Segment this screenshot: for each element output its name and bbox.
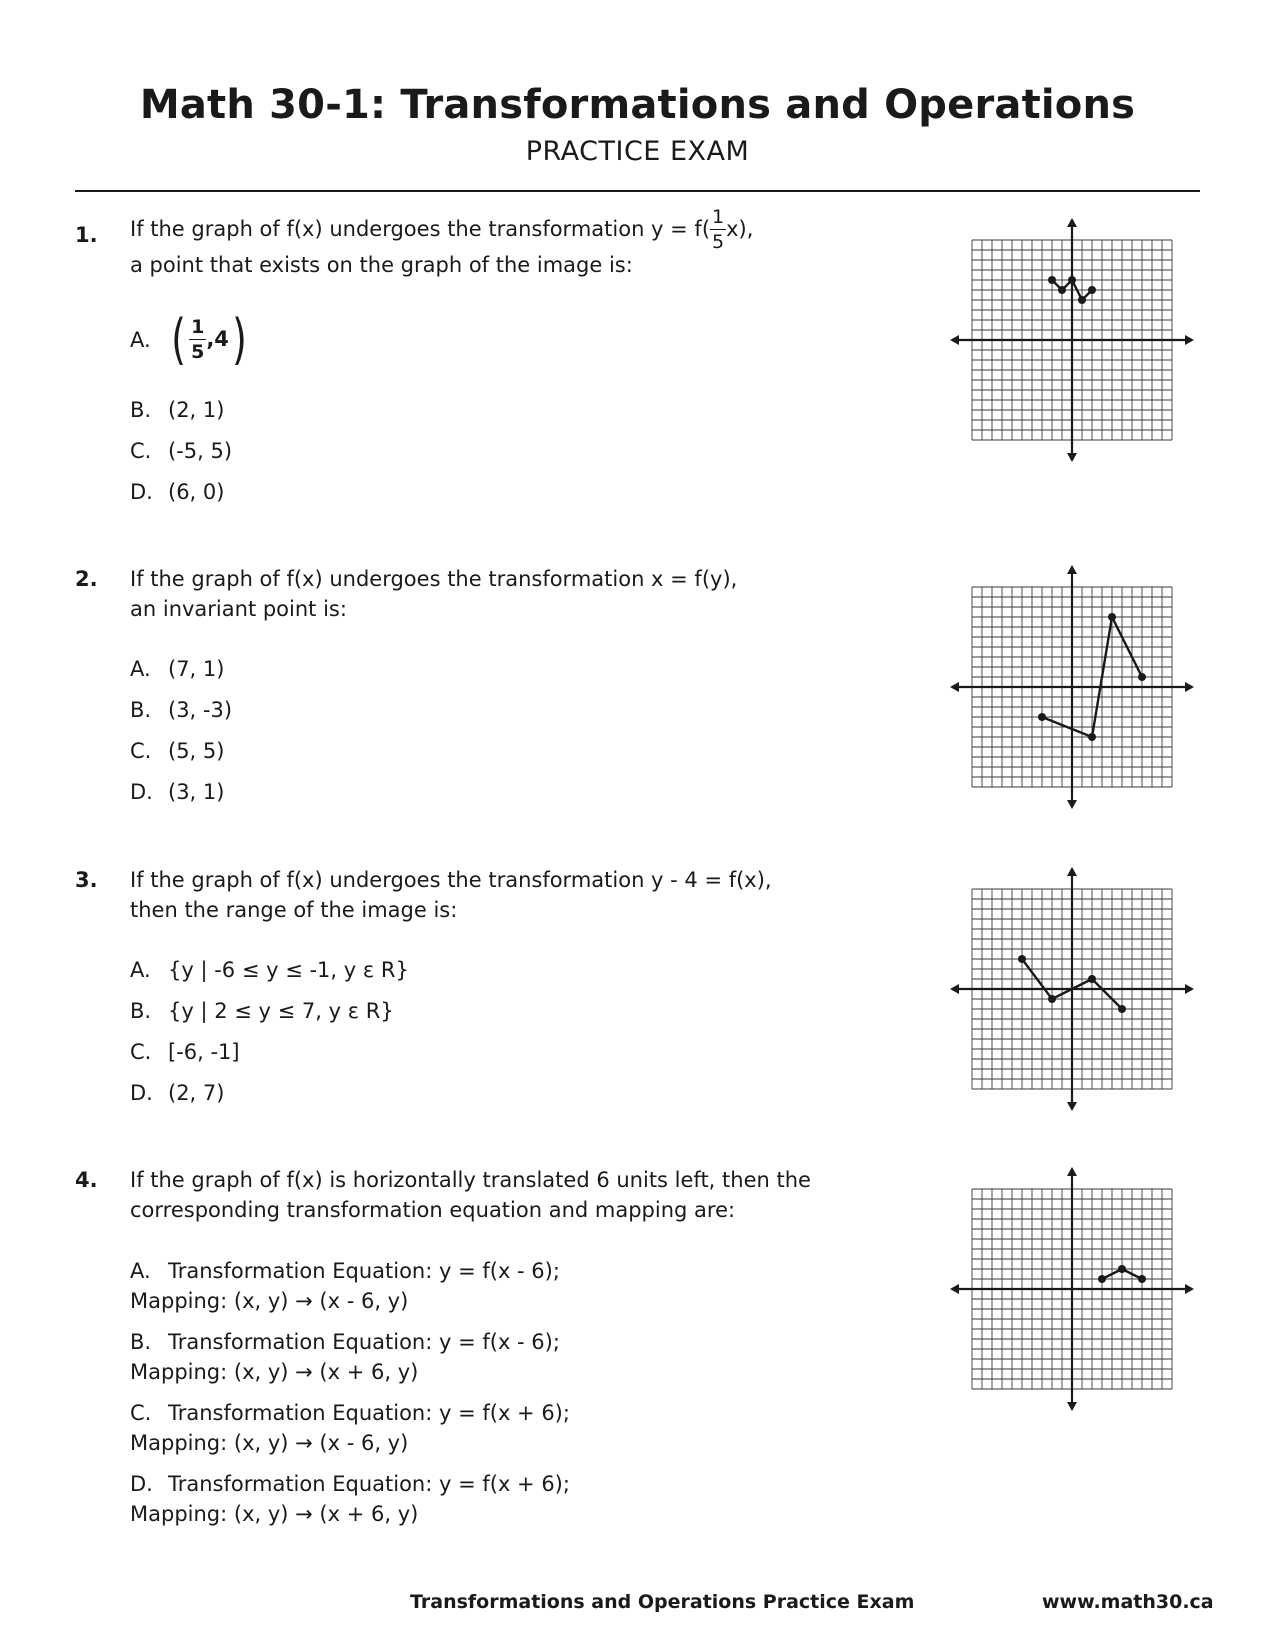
option-text: (-5, 5) [168,439,233,463]
question-3-line-1: If the graph of f(x) undergoes the transformation y - 4 = f(x), [130,868,772,892]
question-1-option-b[interactable] [130,398,224,422]
graph-point [1048,276,1056,284]
x-axis-left-arrow [950,682,959,692]
question-2-line-1: If the graph of f(x) undergoes the transformation x = f(y), [130,567,738,591]
x-axis-right-arrow [1185,682,1194,692]
x-axis-right-arrow [1185,1284,1194,1294]
graph-point [1058,286,1066,294]
option-label: A. [130,1259,151,1283]
x-axis-left-arrow [950,1284,959,1294]
graph-point [1018,955,1026,963]
page-subtitle: PRACTICE EXAM [525,136,750,167]
question-1-option-d[interactable] [130,480,224,504]
question-3-number: 3. [75,868,98,892]
question-1-option-a[interactable] [130,308,250,371]
option-text: Transformation Equation: y = f(x + 6); [168,1401,570,1425]
option-label: A. [130,328,151,352]
question-2-option-c[interactable] [130,739,224,763]
question-4-option-c[interactable] [130,1401,570,1425]
option-label: B. [130,698,152,722]
fraction-denominator: 5 [191,341,205,363]
x-axis-left-arrow [950,335,959,345]
y-axis-up-arrow [1067,218,1077,227]
option-label: C. [130,1401,152,1425]
option-text: (7, 1) [168,657,225,681]
question-4-line-2: corresponding transformation equation and mapping are: [130,1198,736,1222]
question-4-option-c-mapping: Mapping: (x, y) → (x - 6, y) [130,1431,409,1455]
question-2-option-b[interactable] [130,698,232,722]
y-axis-down-arrow [1067,453,1077,462]
footer-title: Transformations and Operations Practice Exam [410,1591,915,1613]
x-axis-right-arrow [1185,335,1194,345]
question-3-option-c[interactable] [130,1040,240,1064]
graph-point [1078,296,1086,304]
option-text: {y | -6 ≤ y ≤ -1, y ε R} [168,958,409,982]
question-4-option-a-mapping: Mapping: (x, y) → (x - 6, y) [130,1289,409,1313]
graph-point [1088,975,1096,983]
y-axis-down-arrow [1067,800,1077,809]
question-4-number: 4. [75,1168,98,1192]
graph-point [1108,613,1116,621]
option-label: D. [130,780,153,804]
question-4-option-d-mapping: Mapping: (x, y) → (x + 6, y) [130,1502,419,1526]
fraction-denominator: 5 [712,231,725,253]
y-axis-up-arrow [1067,867,1077,876]
graph-point [1138,1275,1146,1283]
question-4-option-b-mapping: Mapping: (x, y) → (x + 6, y) [130,1360,419,1384]
question-1-number: 1. [75,223,98,247]
graph-point [1098,1275,1106,1283]
option-label: C. [130,1040,152,1064]
graph-point [1068,276,1076,284]
question-1-line-2: a point that exists on the graph of the image is: [130,253,633,277]
question-2-number: 2. [75,567,98,591]
option-text: Transformation Equation: y = f(x + 6); [168,1472,570,1496]
option-text: (3, -3) [168,698,233,722]
y-axis-up-arrow [1067,1167,1077,1176]
question-1-stem-pre: If the graph of f(x) undergoes the transformation y = f( [130,217,711,241]
question-2-option-d[interactable] [130,780,224,804]
y-axis-down-arrow [1067,1102,1077,1111]
graph-point [1088,733,1096,741]
page-title: Math 30-1: Transformations and Operations [139,82,1136,128]
graph-point [1048,995,1056,1003]
option-label: C. [130,739,152,763]
question-4-option-b[interactable] [130,1330,560,1354]
graph-point [1038,713,1046,721]
question-4-graph [950,1167,1200,1417]
question-4-line-1: If the graph of f(x) is horizontally translated 6 units left, then the [130,1168,811,1192]
fraction-numerator: 1 [191,316,205,338]
option-label: A. [130,657,151,681]
graph-point [1118,1005,1126,1013]
question-2-graph [950,565,1200,815]
option-label: A. [130,958,151,982]
x-axis-left-arrow [950,984,959,994]
question-4-option-a[interactable] [130,1259,560,1283]
option-a-point [189,318,229,362]
question-1-line-1 [130,208,753,252]
option-label: B. [130,999,152,1023]
question-2-option-a[interactable] [130,657,224,681]
y-axis-down-arrow [1067,1402,1077,1411]
y-axis-up-arrow [1067,565,1077,574]
option-text: Transformation Equation: y = f(x - 6); [168,1259,560,1283]
question-4-option-d[interactable] [130,1472,570,1496]
question-1-fraction [710,208,726,252]
option-label: D. [130,480,153,504]
option-text: (5, 5) [168,739,225,763]
x-axis-right-arrow [1185,984,1194,994]
left-paren: ( [171,308,186,371]
option-label: B. [130,398,152,422]
option-text: Transformation Equation: y = f(x - 6); [168,1330,560,1354]
option-text: (6, 0) [168,480,225,504]
footer-website: www.math30.ca [1042,1591,1214,1613]
question-2-line-2: an invariant point is: [130,597,347,621]
option-text: (2, 1) [168,398,225,422]
question-3-line-2: then the range of the image is: [130,898,458,922]
question-3-graph [950,867,1200,1117]
option-text: [-6, -1] [168,1040,240,1064]
option-text: {y | 2 ≤ y ≤ 7, y ε R} [168,999,394,1023]
right-paren: ) [232,308,247,371]
option-label: B. [130,1330,152,1354]
option-label: D. [130,1472,153,1496]
header-divider [75,190,1200,192]
graph-point [1118,1265,1126,1273]
option-text: (3, 1) [168,780,225,804]
option-label: C. [130,439,152,463]
question-3-option-d[interactable] [130,1081,224,1105]
question-1-stem-post: x), [726,217,754,241]
question-3-option-b[interactable] [130,999,394,1023]
question-1-graph [950,218,1200,468]
question-3-option-a[interactable] [130,958,409,982]
graph-point [1088,286,1096,294]
option-label: D. [130,1081,153,1105]
graph-point [1138,673,1146,681]
question-1-option-c[interactable] [130,439,232,463]
fraction-numerator: 1 [712,206,725,228]
option-text: (2, 7) [168,1081,225,1105]
option-a-rest: ,4 [206,327,229,351]
